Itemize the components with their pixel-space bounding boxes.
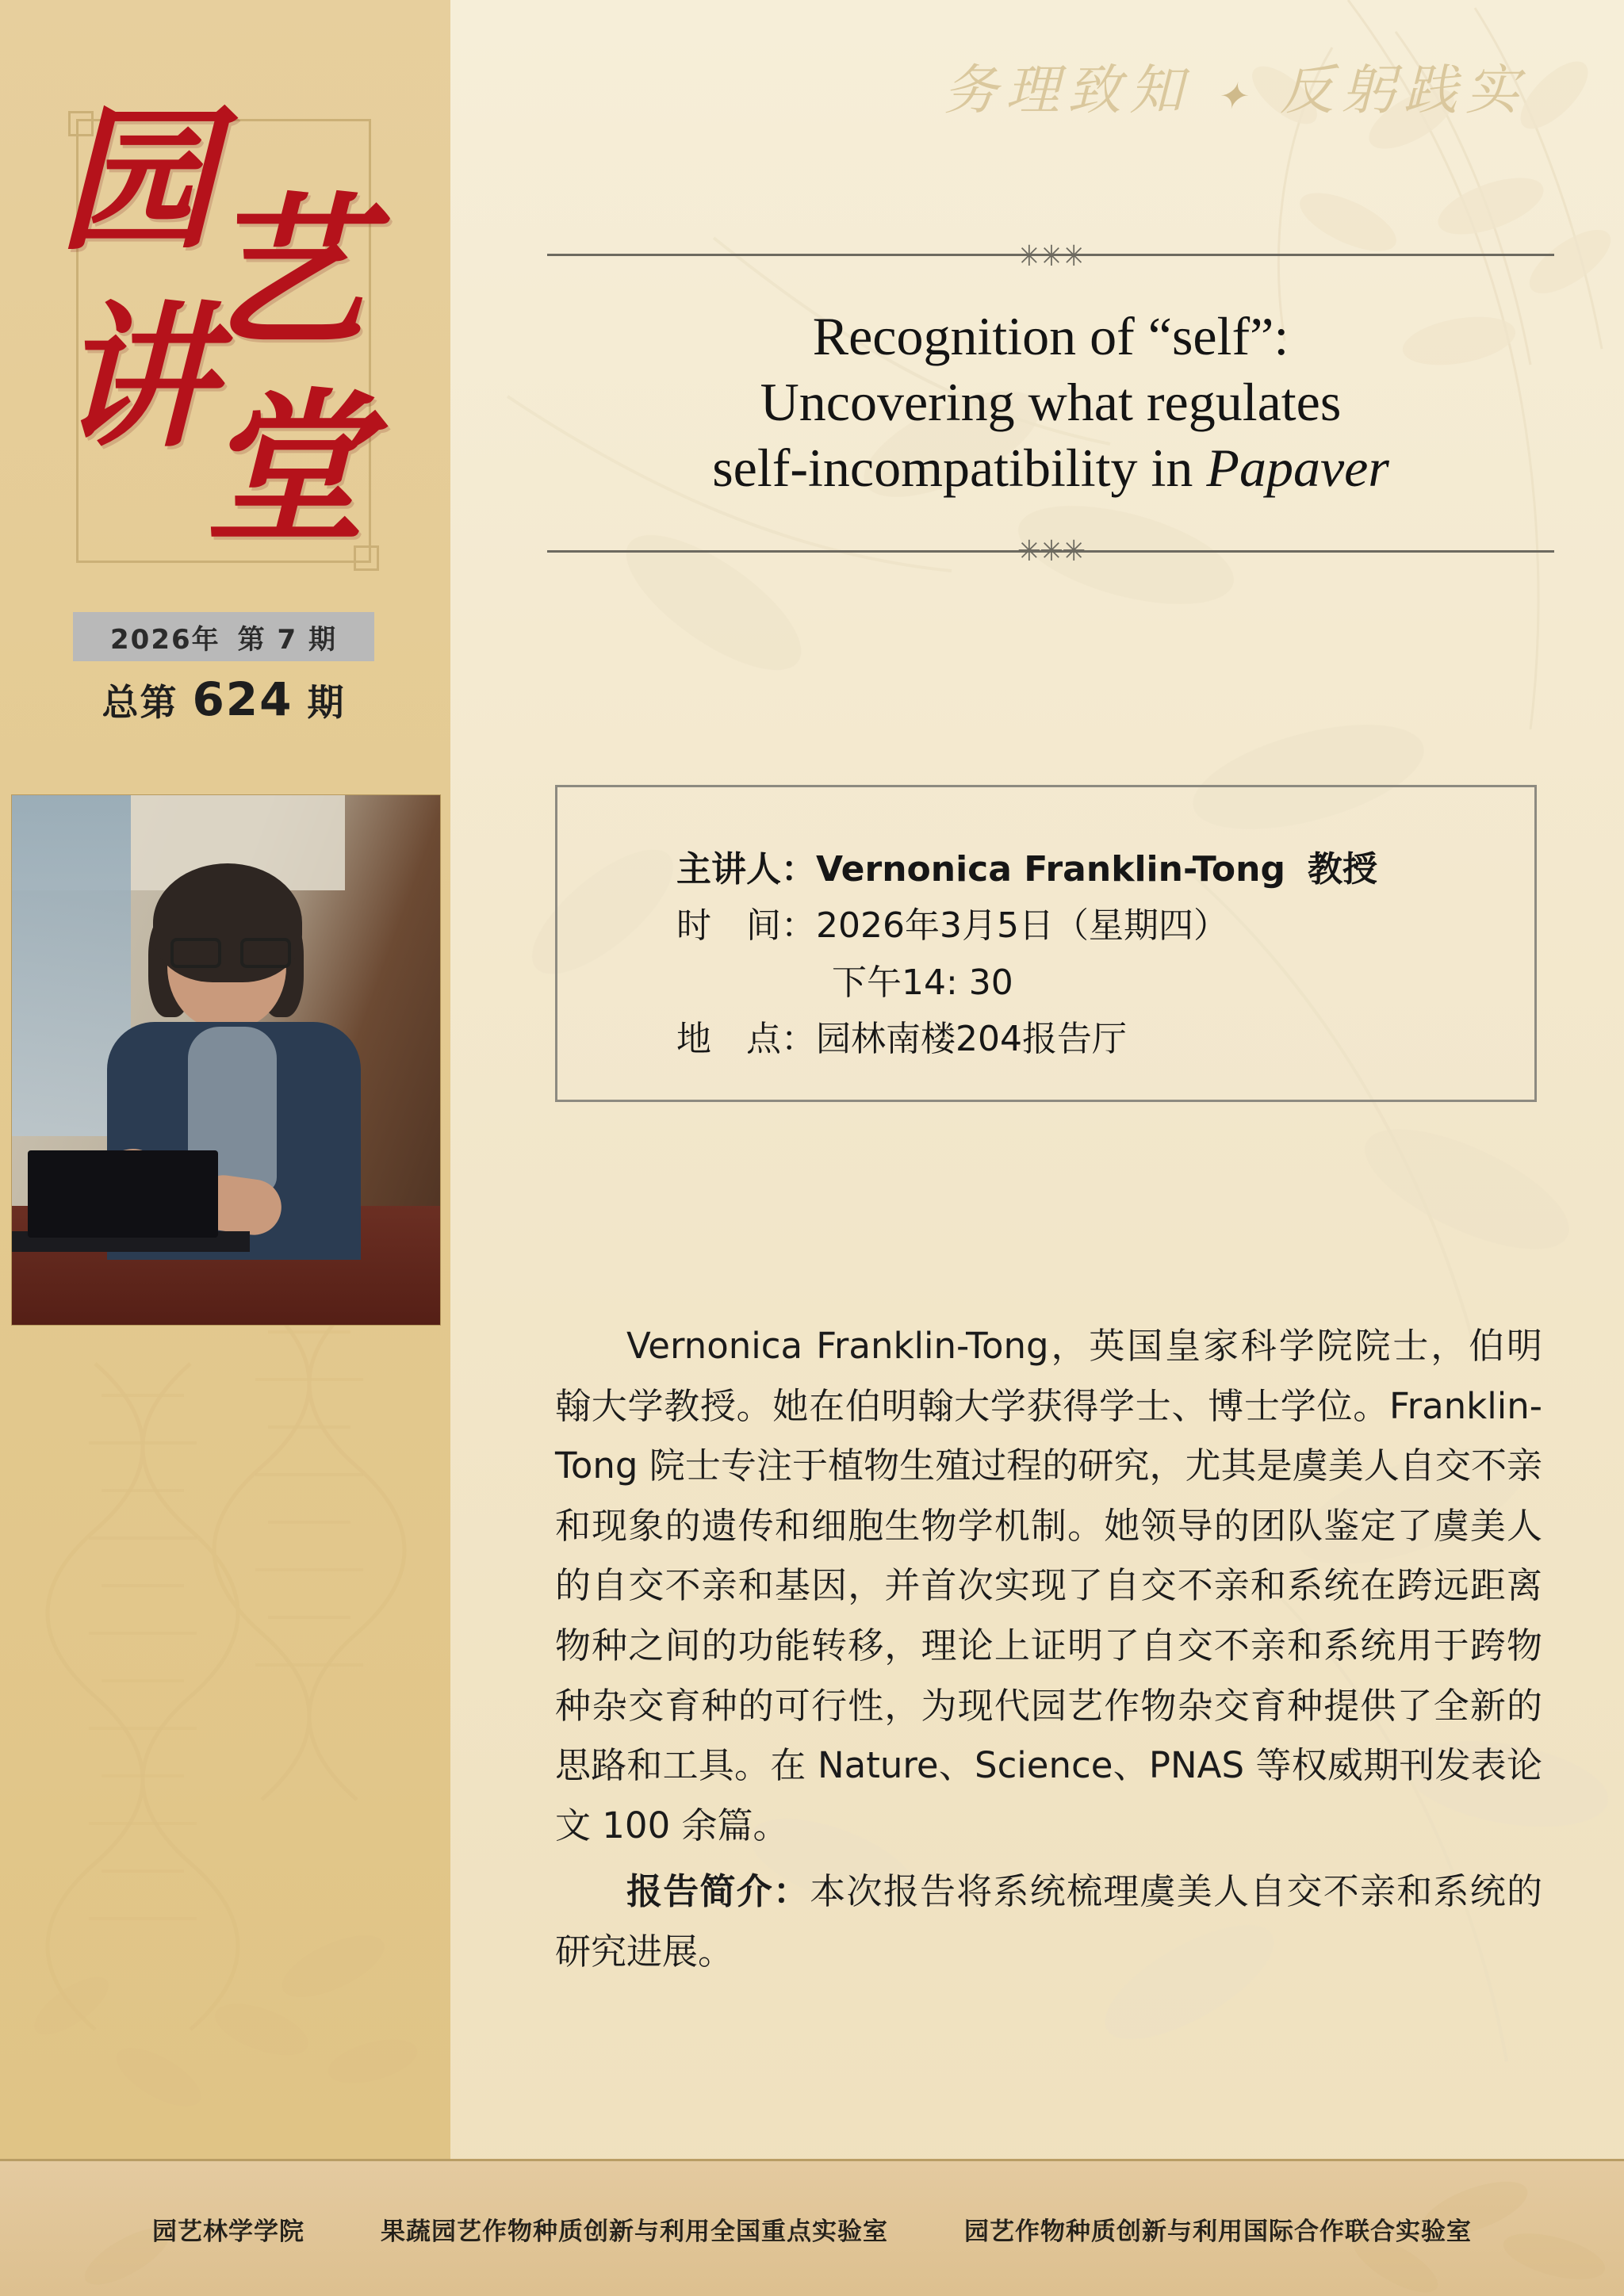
masthead-title: [48, 90, 404, 587]
title-line-3-plain: self-incompatibility in: [712, 437, 1207, 498]
abstract-paragraph: [555, 1862, 1542, 1981]
abstract-text: 本次报告将系统梳理虞美人自交不亲和系统的研究进展。: [555, 1870, 1542, 1973]
photo-glasses-right: [240, 938, 291, 968]
masthead-char-3: 讲: [59, 286, 215, 469]
issue-total-suffix: 期: [307, 681, 346, 724]
footer-item-2: 果蔬园艺作物种质创新与利用全国重点实验室: [381, 2217, 888, 2246]
issue-total-number: 624: [192, 672, 293, 726]
page-title: [547, 283, 1554, 519]
left-band: [0, 0, 450, 2161]
title-rule-top: [547, 240, 1554, 283]
motto-calligraphy: [944, 48, 1527, 135]
place-value: 园林南楼204报告厅: [816, 1018, 1127, 1059]
ornament-bottom-icon: ✳✳✳: [1017, 534, 1085, 568]
footer-item-1: 园艺林学学院: [152, 2217, 304, 2246]
photo-glasses-left: [170, 938, 221, 968]
speaker-title: 教授: [1307, 849, 1377, 890]
issue-badge: [73, 612, 374, 661]
speaker-name: Vernonica Franklin-Tong: [816, 849, 1285, 890]
masthead: [0, 0, 450, 761]
issue-year: 2026年: [110, 623, 220, 656]
time-value-2: 下午14: 30: [832, 962, 1013, 1003]
motto-left: 务理致知: [944, 59, 1192, 122]
title-rule-bottom: [547, 519, 1554, 568]
title-line-1: Recognition of “self”:: [812, 306, 1289, 366]
photo-laptop: [28, 1150, 218, 1238]
abstract-label: 报告简介：: [626, 1870, 810, 1913]
event-info-box: [555, 785, 1537, 1102]
speaker-photo: [11, 794, 441, 1326]
issue-total-prefix: 总第: [102, 681, 178, 724]
title-line-3: [547, 435, 1554, 501]
time-value: 2026年3月5日（星期四）: [816, 905, 1228, 947]
bio-paragraph: Vernonica Franklin-Tong，英国皇家科学院院士，伯明翰大学教授。她在伯明翰大学获得学士、博士学位。Franklin-Tong 院士专注于植物生殖过程的研究，尤其是虞美人自交不亲和现象的遗传和细胞生物学机制。她领导的团队鉴定了虞美人的自交不亲和基因，并首次实现了自交不亲和系统在跨远距离物种之间的功能转移，理论上证明了自交不亲和系统用于跨物种杂交育种的可行性，为现代园艺作物杂交育种提供了全新的思路和工具。在 Nature、Science、PNAS 等权威期刊发表论文 100 余篇。: [555, 1325, 1542, 1846]
time-line: [676, 897, 1534, 954]
speaker-line: [676, 841, 1534, 897]
footer: [0, 2159, 1624, 2296]
speaker-label: 主讲人：: [676, 849, 816, 890]
motto-right: 反躬践实: [1279, 59, 1527, 122]
title-block: [547, 240, 1554, 568]
footer-item-3: 园艺作物种质创新与利用国际合作联合实验室: [964, 2217, 1472, 2246]
bio-section: [555, 1316, 1542, 1988]
issue-number: 第 7 期: [237, 623, 337, 656]
place-label: 地 点：: [676, 1018, 816, 1059]
issue-total: [73, 672, 374, 726]
masthead-char-2: 艺: [203, 176, 367, 368]
time-line-2: [676, 955, 1534, 1011]
place-line: [676, 1011, 1534, 1067]
motto-separator-icon: ✦: [1216, 75, 1255, 117]
ornament-top-icon: ✳✳✳: [1017, 240, 1085, 273]
masthead-char-4: 堂: [203, 373, 367, 564]
time-label: 时 间：: [676, 905, 816, 947]
title-species-name: Papaver: [1206, 437, 1389, 498]
masthead-char-1: 园: [59, 90, 215, 272]
title-line-2: Uncovering what regulates: [760, 371, 1342, 432]
